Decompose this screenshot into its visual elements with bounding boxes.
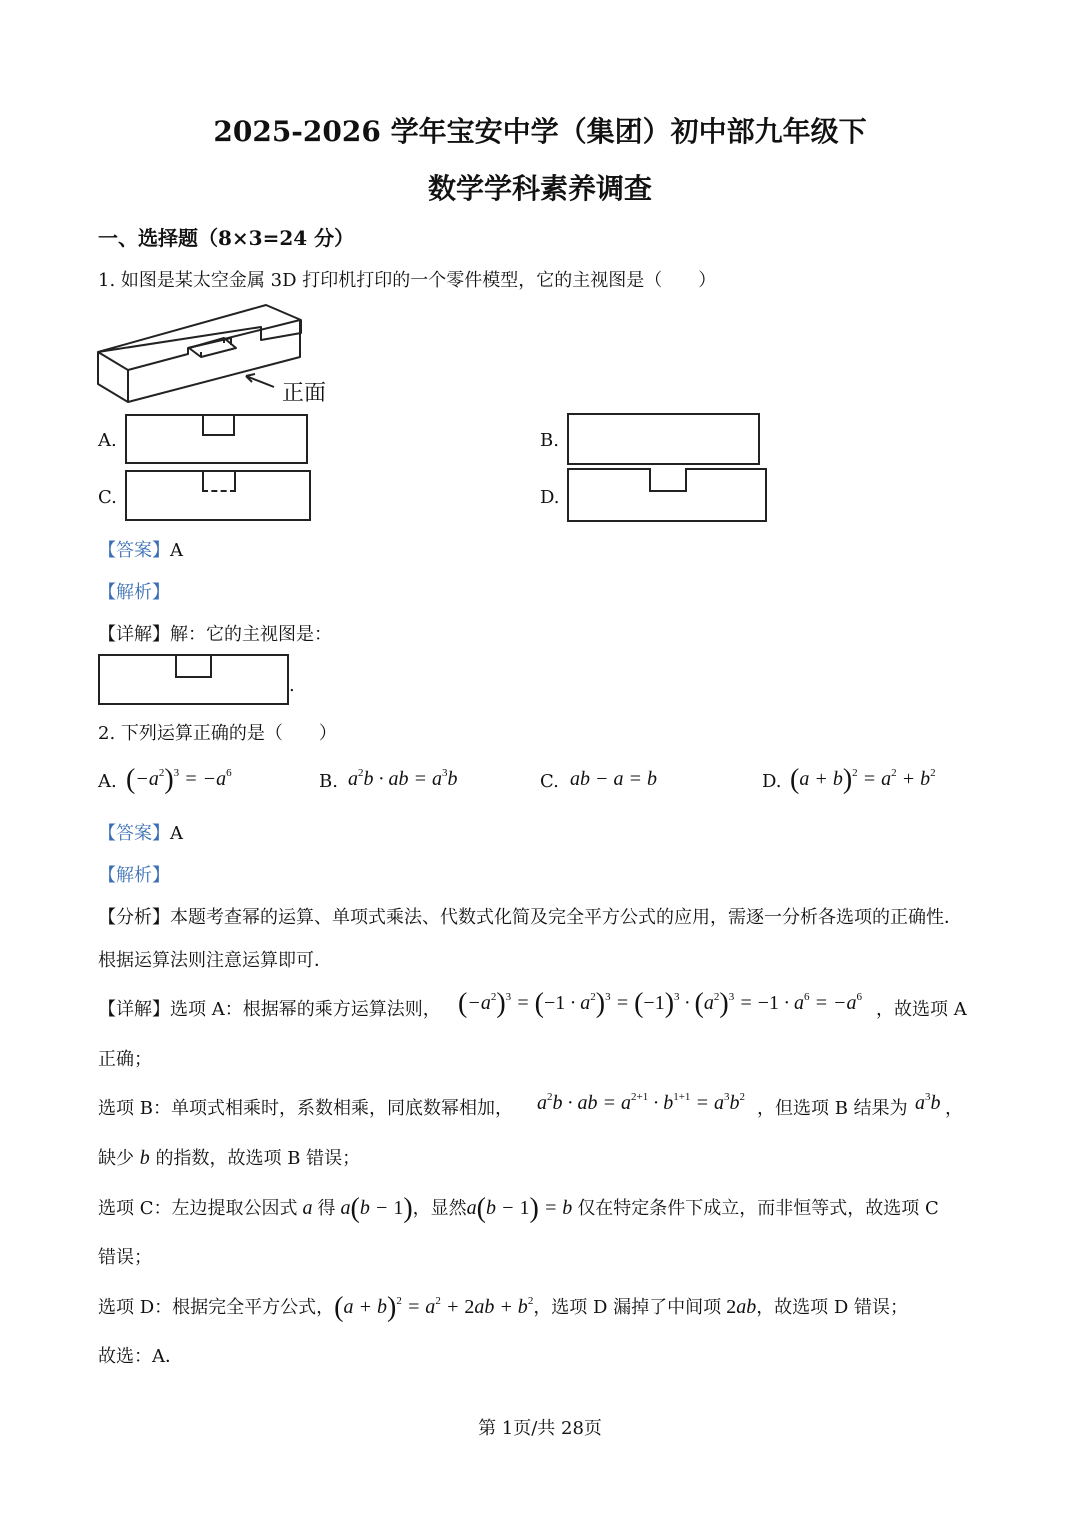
- q2-option-d-formula: $(a + b)^2 = a^2 + b^2$: [790, 764, 936, 795]
- q2-stem: 2. 下列运算正确的是（ ）: [98, 723, 337, 744]
- q2-detail-a-formula: $(-a^2)^3 = (-1 \cdot a^2)^3 = (-1)^3 \cdot (a^2)^3 = -1 \cdot a^6 = -a^6$: [458, 988, 862, 1019]
- page-footer: 第 1页/共 28页: [478, 1418, 602, 1439]
- option-a-label: A.: [98, 430, 117, 451]
- q2-detail-c: 选项 C：左边提取公因式 a 得 a(b − 1)，显然a(b − 1) = b 仅在特定条件下成立，而非恒等式，故选项 C: [98, 1193, 939, 1224]
- option-b-label: B.: [540, 430, 559, 451]
- q2-detail-a-cont: 正确；: [98, 1049, 152, 1070]
- q2-answer: 【答案】A: [98, 823, 183, 844]
- q1-detail: 【详解】解：它的主视图是：: [98, 624, 332, 645]
- q2-detail-b-pre: 选项 B：单项式相乘时，系数相乘，同底数幂相加，: [98, 1098, 513, 1119]
- front-label: 正面: [282, 381, 327, 406]
- q2-detail-c-cont: 错误；: [98, 1247, 152, 1268]
- q1-analysis-tag: 【解析】: [98, 582, 170, 603]
- option-a-figure: [125, 414, 308, 464]
- q2-detail-b-mid: ，但选项 B 结果为: [757, 1098, 908, 1119]
- option-b-figure: [567, 413, 760, 465]
- q2-detail-b-cont: 缺少 b 的指数，故选项 B 错误；: [98, 1147, 361, 1169]
- q2-option-b-formula: $a^2b$ · ab = $a^3b$: [348, 767, 458, 790]
- section-heading: 一、选择题（8×3=24 分）: [98, 226, 355, 250]
- q2-option-a-formula: $(-a^2)^3 = -a^6$: [126, 764, 232, 795]
- q2-detail-b-result: $a^3b$: [915, 1091, 941, 1114]
- option-d-label: D.: [540, 487, 560, 508]
- option-c-figure: [125, 470, 311, 521]
- q2-detail-d: 选项 D：根据完全平方公式，$(a + b)^2 = a^2 + 2ab + b^2$，选项 D 漏掉了中间项 2ab，故选项 D 错误；: [98, 1292, 909, 1323]
- page-subtitle: 数学学科素养调查: [427, 172, 652, 205]
- q2-option-a-label: A.: [98, 771, 117, 792]
- q2-analysis-tag: 【解析】: [98, 865, 170, 886]
- q2-option-d-label: D.: [762, 771, 782, 792]
- q2-fenxi: 【分析】本题考查幂的运算、单项式乘法、代数式化简及完全平方公式的应用，需逐一分析各选项的正确性．: [98, 907, 962, 928]
- q2-option-c-label: C.: [540, 771, 559, 792]
- option-d-figure: [567, 468, 767, 522]
- q1-answer-figure: [98, 654, 289, 705]
- q2-conclusion: 故选：A．: [98, 1346, 183, 1367]
- q1-period: .: [289, 675, 295, 696]
- q2-detail-b-end: ，: [945, 1098, 963, 1119]
- q2-detail-a: 【详解】选项 A：根据幂的乘方运算法则，: [98, 999, 441, 1020]
- option-c-label: C.: [98, 487, 117, 508]
- page-title: 2025-2026 学年宝安中学（集团）初中部九年级下: [213, 115, 867, 148]
- q2-detail-a-post: ，故选项 A: [876, 999, 967, 1020]
- q2-fenxi-line2: 根据运算法则注意运算即可．: [98, 950, 332, 971]
- q1-stem: 1. 如图是某太空金属 3D 打印机打印的一个零件模型，它的主视图是（ ）: [98, 270, 717, 291]
- q2-option-c-formula: ab − a = b: [570, 768, 657, 790]
- q2-detail-b-formula: $a^2b$ · ab = $a^{2+1} \cdot b^{1+1} = a^3b^2$: [537, 1091, 745, 1114]
- q2-option-b-label: B.: [319, 771, 338, 792]
- q1-answer: 【答案】A: [98, 540, 183, 561]
